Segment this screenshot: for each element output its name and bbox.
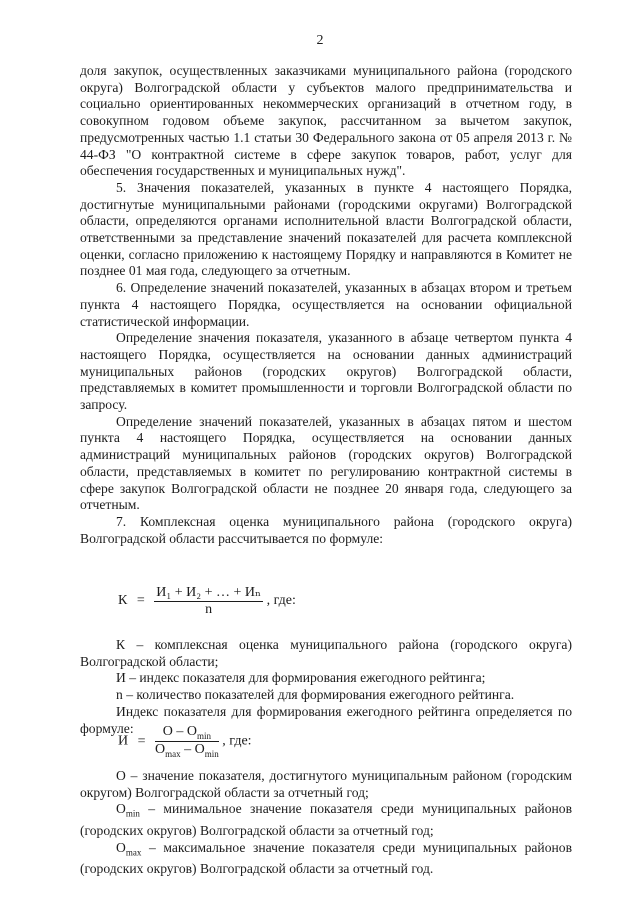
body-text-top bbox=[80, 63, 572, 547]
formula-denominator: $O_{max} - O_{min}$ bbox=[155, 741, 219, 759]
paragraph-item-5: 5. Значения показателей, указанных в пункте 4 настоящего Порядка, достигнутые муниципальными районами (городскими округами) Волгоградской области, определяются органами исполнительной власти Волгоградской области, ответственными за представление значений показателей для расчета комплексной оценки, согласно приложению к настоящему Порядку и направляются в Комитет не позднее 01 мая года, следующего за отчетным. bbox=[80, 179, 572, 279]
formula-lhs: И bbox=[118, 733, 129, 749]
formula-lhs: К bbox=[118, 593, 128, 609]
paragraph-share-of-purchases: доля закупок, осуществленных заказчиками муниципального района (городского округа) Волгоградской области у субъектов малого предпринимательства и социально ориентированных некоммерческих организаций в отчетном году, в совокупном годовом объеме закупок, рассчитанном за вычетом закупок, предусмотренных частью 1.1 статьи 30 Федерального закона от 05 апреля 2013 г. № 44-ФЗ "О контрактной системе в сфере закупок товаров, работ, услуг для обеспечения государственных и муниципальных нужд". bbox=[80, 63, 572, 179]
paragraph-item-7: 7. Комплексная оценка муниципального района (городского округа) Волгоградской области рассчитывается по формуле: bbox=[80, 513, 572, 546]
formula-index bbox=[118, 724, 252, 759]
definition-n: n – количество показателей для формирования ежегодного рейтинга. bbox=[116, 687, 515, 703]
paragraph-indicator-4: Определение значения показателя, указанного в абзаце четвертом пункта 4 настоящего Порядка, осуществляется на основании данных администраций муниципальных районов (городских округов) Волгоградской области, представляемых в комитет промышленности и торговли Волгоградской области по запросу. bbox=[80, 330, 572, 413]
definition-i: И – индекс показателя для формирования ежегодного рейтинга; bbox=[116, 670, 486, 686]
formula-suffix: , где: bbox=[266, 593, 296, 609]
paragraph-index-formula: Индекс показателя для формирования ежегодного рейтинга определяется по формуле: bbox=[80, 703, 572, 736]
formula-denominator: n bbox=[205, 602, 213, 617]
definition-o: О – значение показателя, достигнутого муниципальным районом (городским округом) Волгоградской области за отчетный год; bbox=[80, 768, 572, 800]
formula-complex-score bbox=[118, 584, 296, 618]
formula-fraction bbox=[155, 724, 219, 759]
body-text-middle bbox=[80, 637, 572, 737]
paragraph-indicators-5-6: Определение значений показателей, указанных в абзацах пятом и шестом пункта 4 настоящего Порядка, осуществляется на основании данных администраций муниципальных районов (городских округов) Волгоградской области, представляемых в комитет по регулированию контрактной системы в сфере закупок Волгоградской области не позднее 20 января года, следующего за отчетным. bbox=[80, 413, 572, 513]
page-number: 2 bbox=[316, 33, 324, 48]
paragraph-item-6: 6. Определение значений показателей, указанных в абзацах втором и третьем пункта 4 настоящего Порядка, осуществляется на основании официальной статистической информации. bbox=[80, 280, 572, 329]
formula-fraction bbox=[154, 584, 263, 618]
formula-suffix: , где: bbox=[222, 733, 252, 749]
formula-numerator: И₁ + И₂ + … + Иₙ bbox=[156, 585, 262, 600]
definition-k: К – комплексная оценка муниципального района (городского округа) Волгоградской области; bbox=[80, 637, 572, 669]
formula-equals: = bbox=[137, 733, 146, 749]
definition-o-min: $О_{min}$ – минимальное значение показателя среди муниципальных районов (городских округов) Волгоградской области за отчетный год; bbox=[80, 801, 572, 838]
formula-equals: = bbox=[136, 593, 145, 609]
formula-numerator: O – $O_{min}$ bbox=[155, 724, 219, 742]
body-text-bottom bbox=[80, 768, 572, 878]
definition-o-max: $О_{max}$ – максимальное значение показателя среди муниципальных районов (городских округов) Волгоградской области за отчетный год. bbox=[80, 839, 572, 876]
